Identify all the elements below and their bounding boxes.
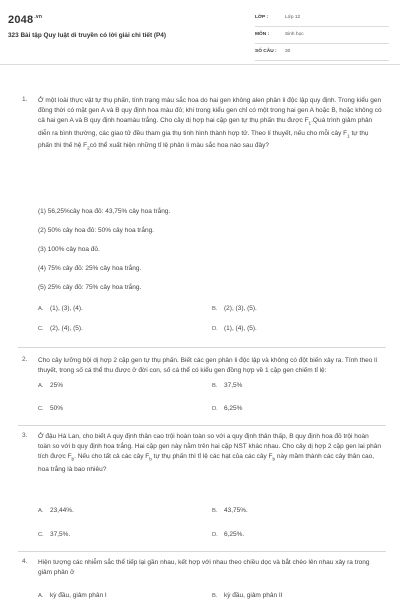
meta-value: Sinh học: [285, 32, 304, 37]
question-divider: [18, 551, 386, 552]
answer-option-d[interactable]: [212, 530, 244, 540]
statement: (3) 100% cây hoa đỏ.: [38, 246, 100, 253]
option-letter: D.: [212, 326, 218, 332]
option-letter: B.: [212, 383, 218, 389]
option-text: (2), (3), (5).: [224, 305, 257, 312]
answer-option-a[interactable]: [38, 304, 83, 314]
statement: (4) 75% cây đỏ: 25% cây hoa trắng.: [38, 265, 142, 272]
logo-suffix: .vn: [34, 14, 43, 20]
option-letter: D.: [212, 532, 218, 538]
option-letter: A.: [38, 306, 44, 312]
answer-option-a[interactable]: [38, 506, 74, 516]
document-title: 323 Bài tập Quy luật di truyền có lời giải chi tiết (P4): [8, 32, 166, 39]
option-text: 6,25%: [224, 405, 243, 412]
option-text: 6,25%.: [224, 531, 245, 538]
option-text: 23,44%.: [50, 507, 74, 514]
option-text: 50%: [50, 405, 64, 412]
answer-option-c[interactable]: [38, 530, 70, 540]
meta-table: [255, 12, 389, 63]
option-text: (2), (4), (5).: [50, 325, 83, 332]
answer-option-b[interactable]: [212, 591, 283, 600]
answer-option-a[interactable]: [38, 591, 107, 600]
option-text: kỳ đầu, giảm phân II: [224, 592, 283, 599]
option-text: (1), (4), (5).: [224, 325, 257, 332]
statement: (2) 50% cây hoa đỏ: 50% cây hoa trắng.: [38, 227, 154, 234]
meta-row-count: [255, 46, 389, 61]
option-text: 43,75%.: [224, 507, 248, 514]
meta-label: LỚP :: [255, 15, 269, 20]
answer-option-c[interactable]: [38, 324, 83, 334]
option-text: 37,5%.: [50, 531, 71, 538]
answer-option-a[interactable]: [38, 381, 63, 391]
logo-text: 2048: [8, 14, 34, 26]
option-letter: A.: [38, 508, 44, 514]
meta-value: Lớp 12: [285, 15, 301, 20]
question-divider: [18, 347, 386, 348]
question-text: Ở đậu Hà Lan, cho biết A quy định thân cao trội hoàn toàn so với a quy định thân thấp, B quy định hoa đỏ trội hoàn toàn so với b quy định hoa trắng. Hai cặp gen này nằm trên hai cặp NST khác nhau. Cho cây dị hợp 2 cặp gen lai phân tích được $F_b$. Nếu cho tất cả các cây $F_b$ tự thụ phấn thì tỉ lệ các hạt của các cây $F_b$ này mầm thành các cây thân cao, hoa trắng là bao nhiêu?: [38, 433, 382, 473]
meta-value: 30: [285, 49, 291, 54]
meta-label: MÔN :: [255, 32, 270, 37]
option-letter: B.: [212, 306, 218, 312]
option-letter: C.: [38, 532, 44, 538]
option-text: 37,5%: [224, 382, 243, 389]
meta-row-class: [255, 12, 389, 27]
question-text: Cho cây lưỡng bội dị hợp 2 cặp gen tự thụ phấn. Biết các gen phân li độc lập và không có đột biến xảy ra. Tính theo lí thuyết, trong số cá thể thu được ở đời con, số cá thể có kiểu gen đồng hợp về 1 cặp gen chiếm tỉ lệ:: [38, 357, 378, 375]
option-letter: B.: [212, 508, 218, 514]
statement: (5) 25% cây đỏ: 75% cây hoa trắng.: [38, 284, 142, 291]
answer-option-b[interactable]: [212, 304, 257, 314]
option-letter: C.: [38, 326, 44, 332]
answer-option-b[interactable]: [212, 506, 248, 516]
question-number: 4.: [22, 558, 28, 565]
option-letter: C.: [38, 406, 44, 412]
answer-option-d[interactable]: [212, 404, 242, 414]
question-text: Ở một loài thực vật tự thụ phấn, tính trạng màu sắc hoa do hai gen không alen phân li độc lập quy định. Trong kiểu gen đồng thời có mặt gen A và B quy định hoa màu đỏ; khi trong kiểu gen chỉ có một trong hai gen A hoặc B, hoặc không có cả hai gen A và B quy định hoamàu trắng. Cho cây dị hợp hai cặp gen tự thụ phấn thu được $F_1.Quá$ trình giảm phân diễn ra bình thường, các giao tử đều tham gia thụ tinh hình thành hợp tử. Theo lí thuyết, nếu cho mỗi cây $F_1$ tự thụ phấn thì thế hệ $F_2có$ thể xuất hiện những tỉ lệ phân li màu sắc hoa nào sau đây?: [38, 97, 382, 151]
answer-option-d[interactable]: [212, 324, 257, 334]
question-number: 1.: [22, 96, 28, 103]
site-logo[interactable]: [8, 14, 42, 26]
option-text: kỳ đầu, giảm phân I: [50, 592, 107, 599]
meta-label: SỐ CÂU :: [255, 49, 277, 54]
option-letter: B.: [212, 593, 218, 599]
option-text: (1), (3), (4).: [50, 305, 83, 312]
option-letter: A.: [38, 593, 44, 599]
document-header: [0, 0, 400, 65]
option-letter: D.: [212, 406, 218, 412]
answer-option-c[interactable]: [38, 404, 63, 414]
option-text: 25%: [50, 382, 64, 389]
question-text: Hiện tượng các nhiễm sắc thể tiếp lại gần nhau, kết hợp với nhau theo chiều dọc và bắt chéo lên nhau xảy ra trong giảm phân ở: [38, 559, 370, 577]
question-divider: [18, 425, 386, 426]
statement: (1) 56,25%cây hoa đỏ: 43,75% cây hoa trắng.: [38, 208, 171, 215]
question-number: 3.: [22, 432, 28, 439]
option-letter: A.: [38, 383, 44, 389]
question-number: 2.: [22, 356, 28, 363]
answer-option-b[interactable]: [212, 381, 242, 391]
meta-row-subject: [255, 29, 389, 44]
